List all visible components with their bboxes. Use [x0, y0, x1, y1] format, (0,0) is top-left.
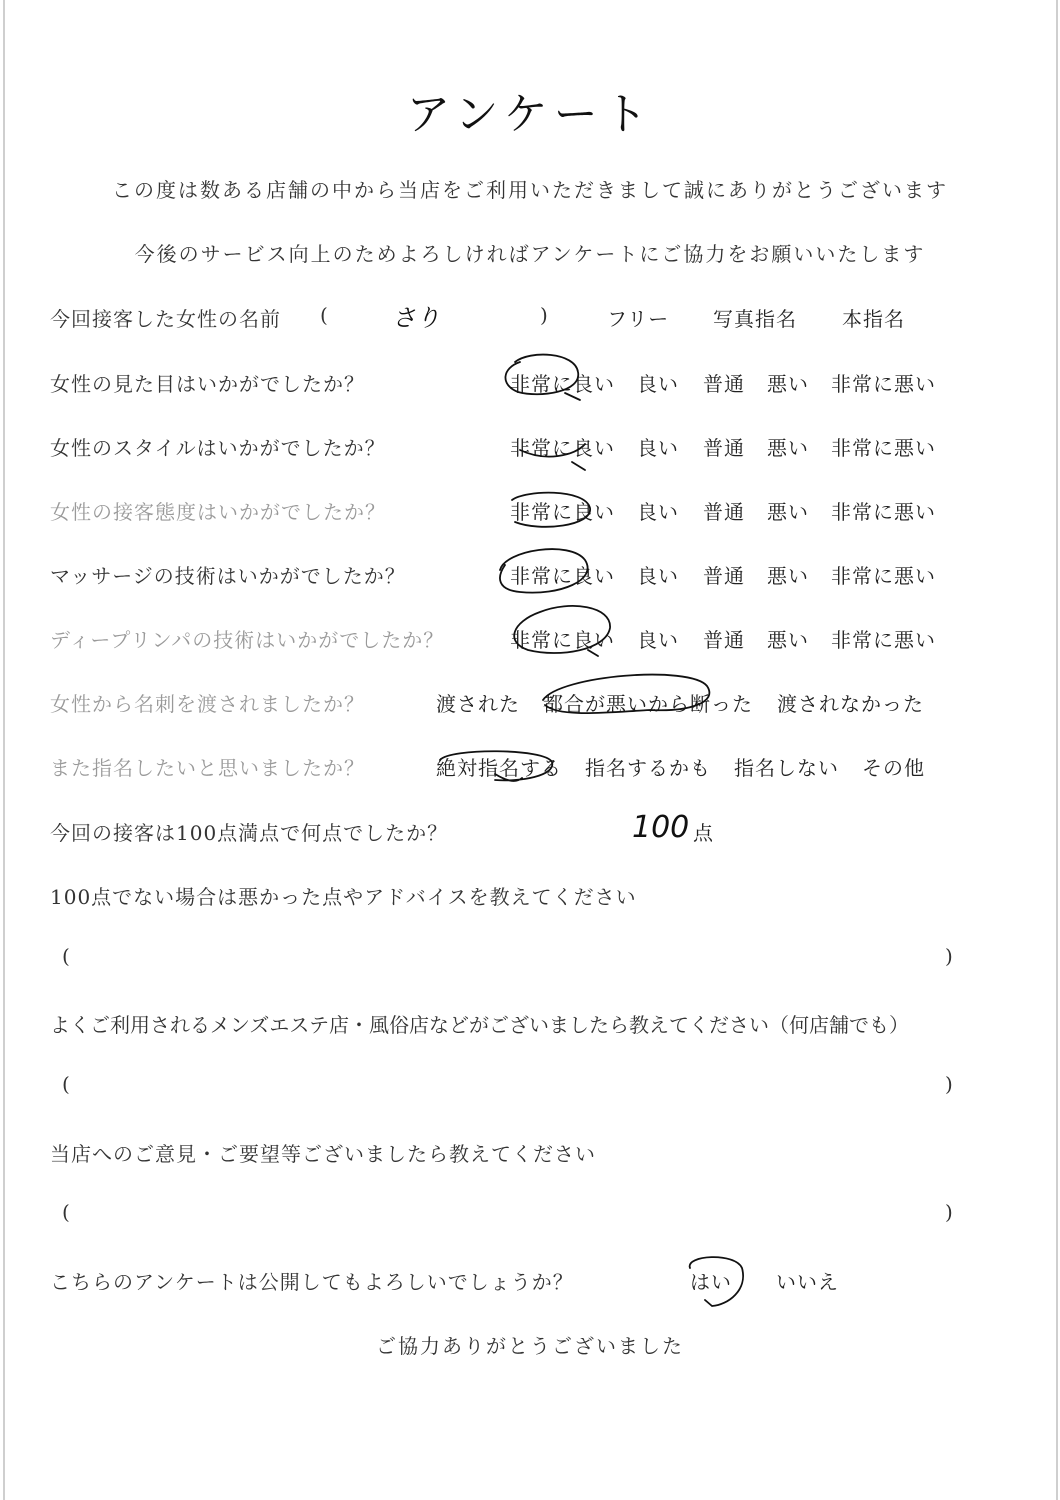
- rating-option-very-good[interactable]: 非常に良い: [510, 372, 615, 396]
- advice-open-paren: (: [62, 944, 70, 968]
- rating-option-very-good[interactable]: 非常に良い: [510, 564, 615, 588]
- name-option-photo[interactable]: 写真指名: [713, 307, 797, 331]
- scan-edge-right: [1056, 0, 1058, 1500]
- rating-option-good[interactable]: 良い: [637, 436, 679, 460]
- rating-option-very-good[interactable]: 非常に良い: [510, 436, 615, 460]
- repeat-option-other[interactable]: その他: [862, 756, 925, 780]
- rating-option-normal[interactable]: 普通: [703, 436, 745, 460]
- rating-question: マッサージの技術はいかがでしたか？: [50, 564, 406, 588]
- rating-option-very-bad[interactable]: 非常に悪い: [831, 372, 936, 396]
- rating-option-bad[interactable]: 悪い: [767, 628, 809, 652]
- other-shops-open-paren: (: [62, 1072, 70, 1096]
- score-value: 100: [632, 810, 690, 845]
- rating-question: ディープリンパの技術はいかがでしたか？: [50, 628, 445, 652]
- rating-option-very-bad[interactable]: 非常に悪い: [831, 436, 936, 460]
- rating-option-normal[interactable]: 普通: [703, 372, 745, 396]
- publish-option-no[interactable]: いいえ: [776, 1270, 839, 1294]
- rating-option-bad[interactable]: 悪い: [767, 436, 809, 460]
- rating-option-good[interactable]: 良い: [637, 628, 679, 652]
- closing-message: ご協力ありがとうございました: [376, 1334, 684, 1358]
- rating-question: 女性の接客態度はいかがでしたか？: [50, 500, 386, 524]
- rating-option-bad[interactable]: 悪い: [767, 500, 809, 524]
- other-shops-close-paren: ): [945, 1072, 953, 1096]
- publish-option-yes[interactable]: はい: [690, 1270, 732, 1294]
- rating-option-good[interactable]: 良い: [637, 500, 679, 524]
- survey-title: アンケート: [406, 89, 654, 140]
- name-option-free[interactable]: フリー: [607, 307, 670, 331]
- business-card-option-not-received[interactable]: 渡されなかった: [777, 692, 924, 716]
- business-card-option-received[interactable]: 渡された: [436, 692, 520, 716]
- feedback-close-paren: ): [945, 1200, 953, 1224]
- rating-option-very-bad[interactable]: 非常に悪い: [831, 564, 936, 588]
- scan-edge-left: [3, 0, 5, 1500]
- feedback-question: 当店へのご意見・ご要望等ございましたら教えてください: [50, 1142, 596, 1166]
- rating-option-very-good[interactable]: 非常に良い: [510, 500, 615, 524]
- rating-option-very-bad[interactable]: 非常に悪い: [831, 628, 936, 652]
- intro-line-1: この度は数ある店舗の中から当店をご利用いただきまして誠にありがとうございます: [112, 178, 948, 202]
- rating-option-normal[interactable]: 普通: [703, 564, 745, 588]
- advice-close-paren: ): [945, 944, 953, 968]
- business-card-option-declined[interactable]: 都合が悪いから断った: [543, 692, 753, 716]
- business-card-question: 女性から名刺を渡されましたか？: [50, 692, 365, 716]
- repeat-option-no[interactable]: 指名しない: [734, 756, 839, 780]
- repeat-option-definitely[interactable]: 絶対指名する: [436, 756, 562, 780]
- repeat-option-maybe[interactable]: 指名するかも: [585, 756, 711, 780]
- intro-line-2: 今後のサービス向上のためよろしければアンケートにご協力をお願いいたします: [134, 242, 926, 266]
- rating-option-very-good[interactable]: 非常に良い: [510, 628, 615, 652]
- name-close-paren: ): [540, 303, 548, 327]
- feedback-open-paren: (: [62, 1200, 70, 1224]
- rating-option-normal[interactable]: 普通: [703, 500, 745, 524]
- name-open-paren: (: [320, 303, 328, 327]
- rating-option-good[interactable]: 良い: [637, 564, 679, 588]
- score-unit: 点: [693, 821, 714, 845]
- rating-question: 女性のスタイルはいかがでしたか？: [50, 436, 386, 460]
- rating-option-normal[interactable]: 普通: [703, 628, 745, 652]
- name-option-main[interactable]: 本指名: [842, 307, 905, 331]
- rating-option-very-bad[interactable]: 非常に悪い: [831, 500, 936, 524]
- name-value: さり: [392, 304, 440, 332]
- advice-question: 100点でない場合は悪かった点やアドバイスを教えてください: [50, 885, 637, 909]
- rating-question: 女性の見た目はいかがでしたか？: [50, 372, 365, 396]
- repeat-question: また指名したいと思いましたか？: [50, 756, 365, 780]
- rating-option-bad[interactable]: 悪い: [767, 372, 809, 396]
- score-question: 今回の接客は100点満点で何点でしたか？: [50, 821, 449, 845]
- rating-option-good[interactable]: 良い: [637, 372, 679, 396]
- publish-question: こちらのアンケートは公開してもよろしいでしょうか？: [50, 1270, 574, 1294]
- other-shops-question: よくご利用されるメンズエステ店・風俗店などがございましたら教えてください（何店舗でも）: [50, 1013, 909, 1037]
- rating-option-bad[interactable]: 悪い: [767, 564, 809, 588]
- name-question-label: 今回接客した女性の名前: [50, 307, 281, 331]
